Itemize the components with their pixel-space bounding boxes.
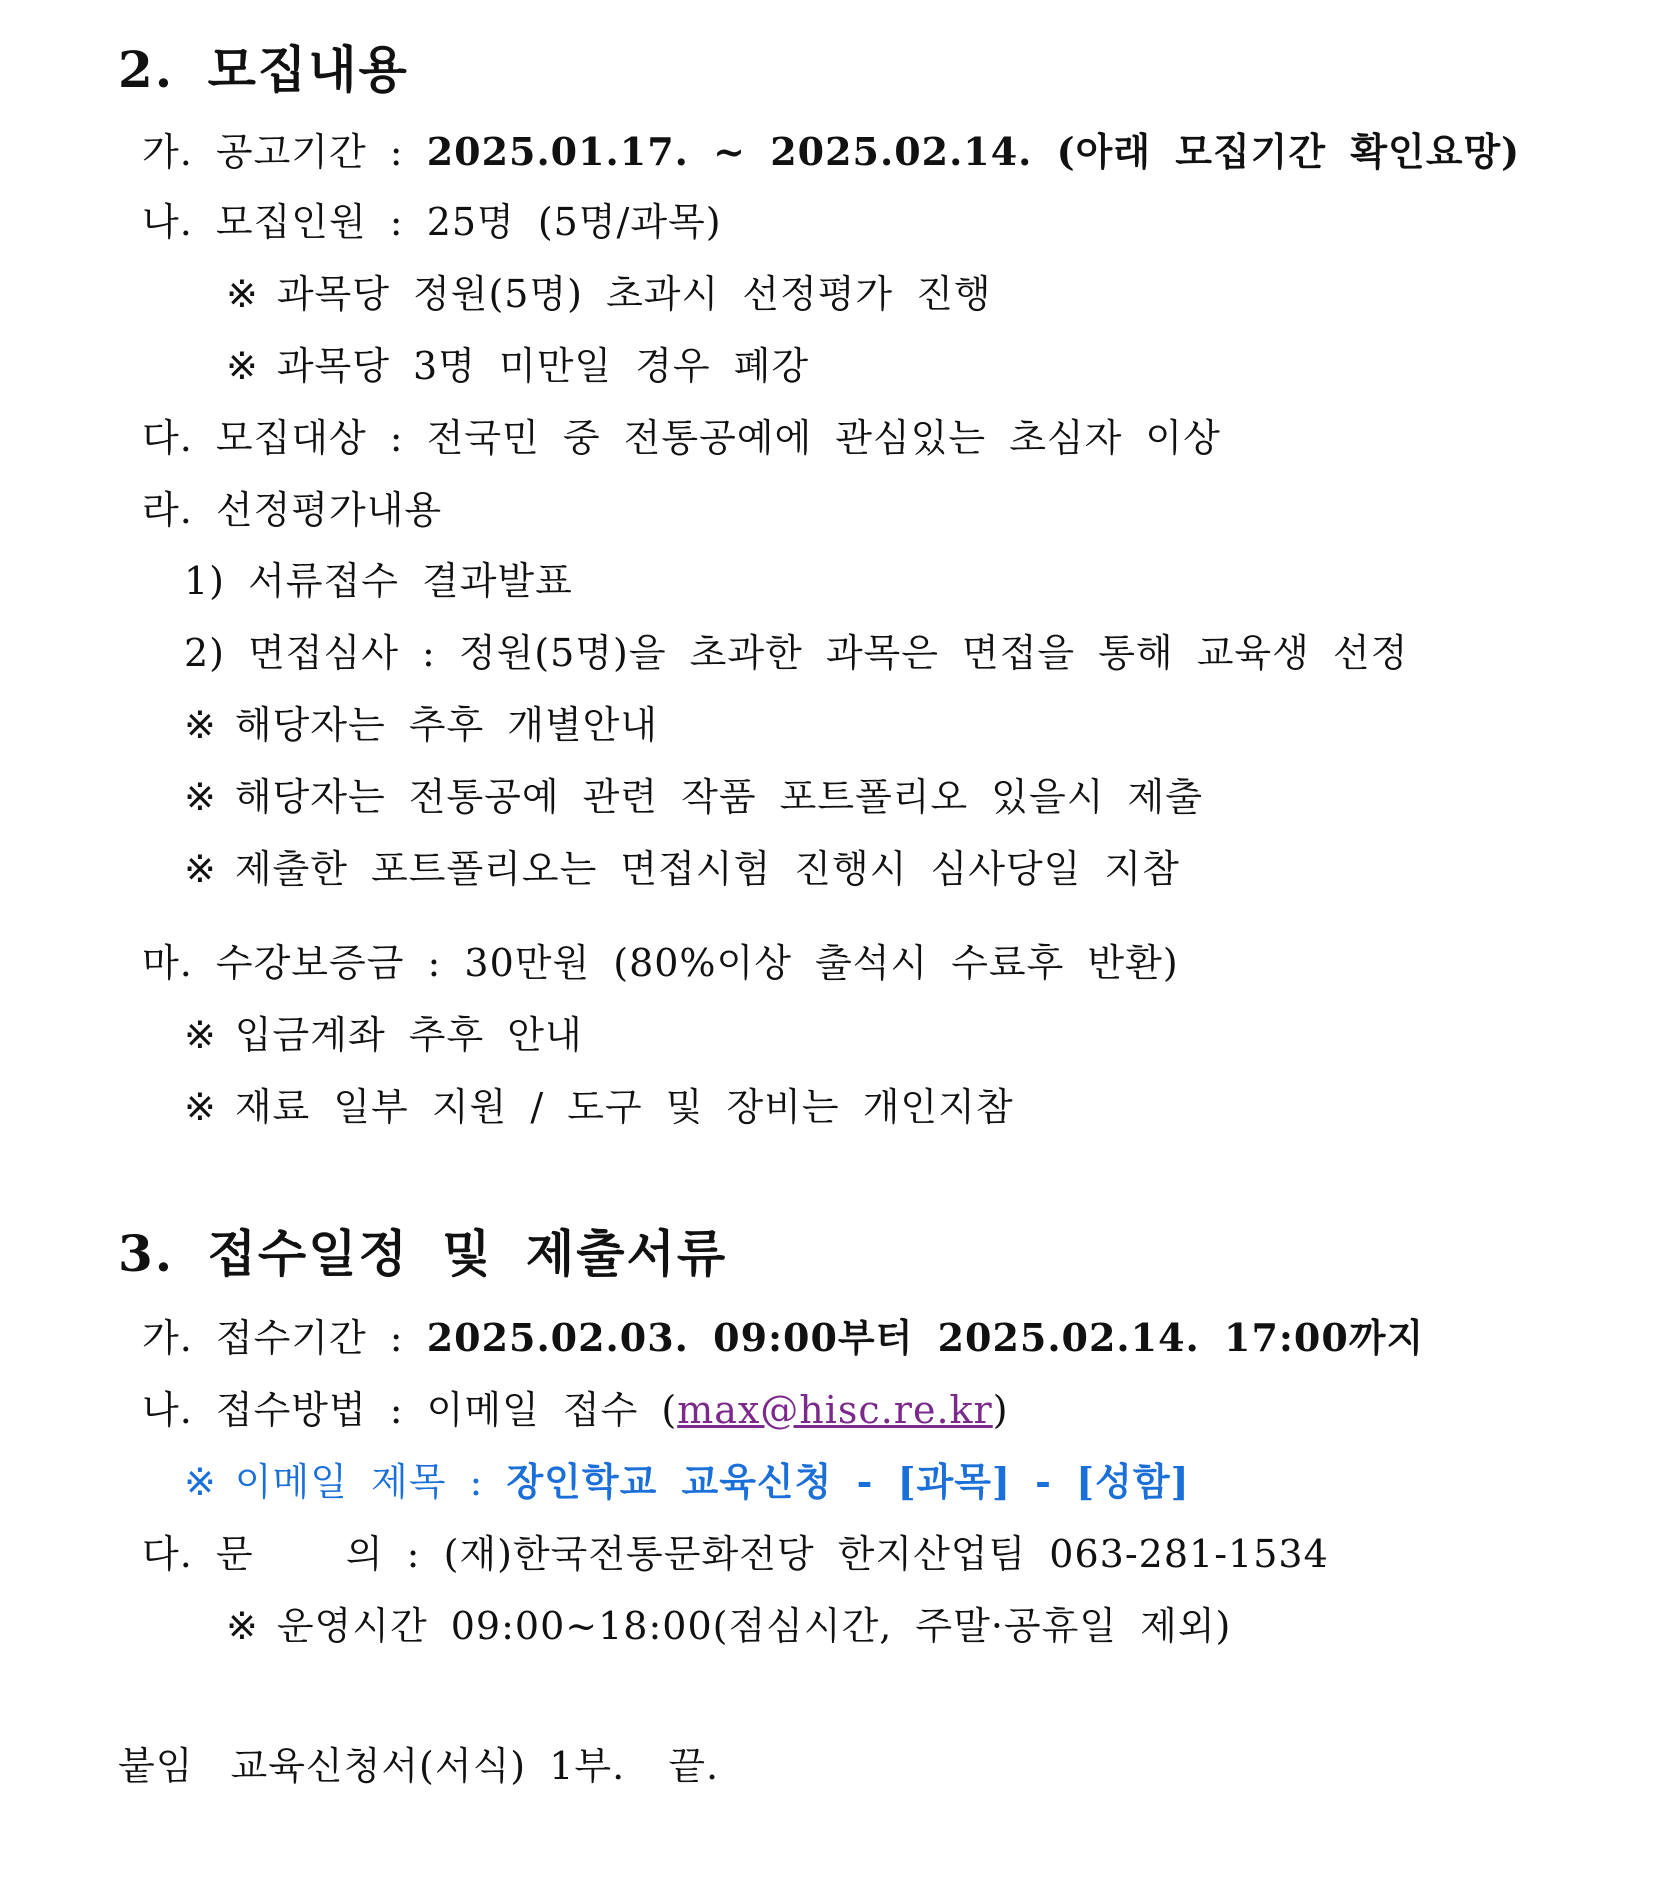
- s2-na-note-1: [226, 270, 992, 318]
- email-link[interactable]: max@hisc.re.kr: [677, 1388, 993, 1432]
- s2-ra-note-3: [184, 845, 1180, 893]
- s3-da-note: [226, 1602, 1231, 1650]
- s2-ma-label: 마. 수강보증금 :: [142, 941, 442, 985]
- s2-da-value: 전국민 중 전통공예에 관심있는 초심자 이상: [426, 416, 1221, 460]
- s2-da-label: 다. 모집대상 :: [142, 416, 404, 460]
- s2-ra-item-1: 1) 서류접수 결과발표: [184, 559, 573, 603]
- s3-na-note-label: 이메일 제목 :: [234, 1460, 484, 1504]
- section3-heading: 3. 접수일정 및 제출서류: [118, 1224, 728, 1283]
- s3-ga-value: 2025.02.03. 09:00부터 2025.02.14. 17:00까지: [426, 1315, 1425, 1360]
- s2-ra-note-1: [184, 701, 658, 749]
- s2-ga-value: 2025.01.17. ~ 2025.02.14. (아래 모집기간 확인요망): [426, 129, 1521, 174]
- note-mark: ※: [184, 1460, 217, 1504]
- s2-ga-line: [142, 128, 1520, 176]
- s2-ma-note-2-text: 재료 일부 지원 / 도구 및 장비는 개인지참: [234, 1085, 1014, 1129]
- s2-ma-note-1: [184, 1011, 583, 1059]
- s3-na-close: ): [992, 1388, 1009, 1432]
- s2-ma-note-2: [184, 1083, 1014, 1131]
- attachment-label: 붙임: [118, 1744, 194, 1788]
- s2-ra-note-3-text: 제출한 포트폴리오는 면접시험 진행시 심사당일 지참: [234, 847, 1180, 891]
- note-mark: ※: [184, 847, 217, 891]
- section2-heading: 2. 모집내용: [118, 40, 409, 99]
- s3-da-line: [142, 1530, 1329, 1578]
- attachment-line: [118, 1742, 719, 1790]
- s3-ga-line: [142, 1314, 1424, 1362]
- s2-ma-line: [142, 939, 1179, 987]
- s3-da-label: 다. 문 의 :: [142, 1532, 421, 1576]
- s2-na-value: 25명 (5명/과목): [426, 200, 722, 244]
- s3-ga-label: 가. 접수기간 :: [142, 1316, 404, 1360]
- attachment-value: 교육신청서(서식) 1부.: [230, 1744, 626, 1788]
- s3-na-label: 나. 접수방법 : 이메일 접수 (: [142, 1388, 678, 1432]
- s2-na-label: 나. 모집인원 :: [142, 200, 404, 244]
- s3-na-line: [142, 1386, 1009, 1434]
- note-mark: ※: [184, 1013, 217, 1057]
- note-mark: ※: [184, 703, 217, 747]
- s2-ga-label: 가. 공고기간 :: [142, 130, 404, 174]
- s2-ra-note-1-text: 해당자는 추후 개별안내: [234, 703, 659, 747]
- s3-na-note: [184, 1458, 1190, 1506]
- s2-ra-note-2: [184, 773, 1203, 821]
- s2-da-line: [142, 414, 1221, 462]
- s2-ra-note-2-text: 해당자는 전통공예 관련 작품 포트폴리오 있을시 제출: [234, 775, 1203, 819]
- s3-da-note-text: 운영시간 09:00~18:00(점심시간, 주말·공휴일 제외): [276, 1604, 1232, 1648]
- note-mark: ※: [184, 775, 217, 819]
- note-mark: ※: [226, 272, 259, 316]
- s2-ma-note-1-text: 입금계좌 추후 안내: [234, 1013, 583, 1057]
- note-mark: ※: [226, 344, 259, 388]
- s2-ra-label: 라. 선정평가내용: [142, 488, 443, 532]
- s2-na-note-2: [226, 342, 809, 390]
- note-mark: ※: [184, 1085, 217, 1129]
- note-mark: ※: [226, 1604, 259, 1648]
- s2-ra-item-2: 2) 면접심사 : 정원(5명)을 초과한 과목은 면접을 통해 교육생 선정: [184, 631, 1409, 675]
- s2-na-line: [142, 198, 722, 246]
- s3-da-value: (재)한국전통문화전당 한지산업팀 063-281-1534: [443, 1532, 1329, 1576]
- s2-na-note-1-text: 과목당 정원(5명) 초과시 선정평가 진행: [276, 272, 992, 316]
- s3-na-note-value: 장인학교 교육신청 - [과목] - [성함]: [506, 1459, 1190, 1504]
- s2-ma-value: 30만원 (80%이상 출석시 수료후 반환): [464, 941, 1179, 985]
- attachment-end: 끝.: [668, 1744, 720, 1788]
- s2-na-note-2-text: 과목당 3명 미만일 경우 폐강: [276, 344, 810, 388]
